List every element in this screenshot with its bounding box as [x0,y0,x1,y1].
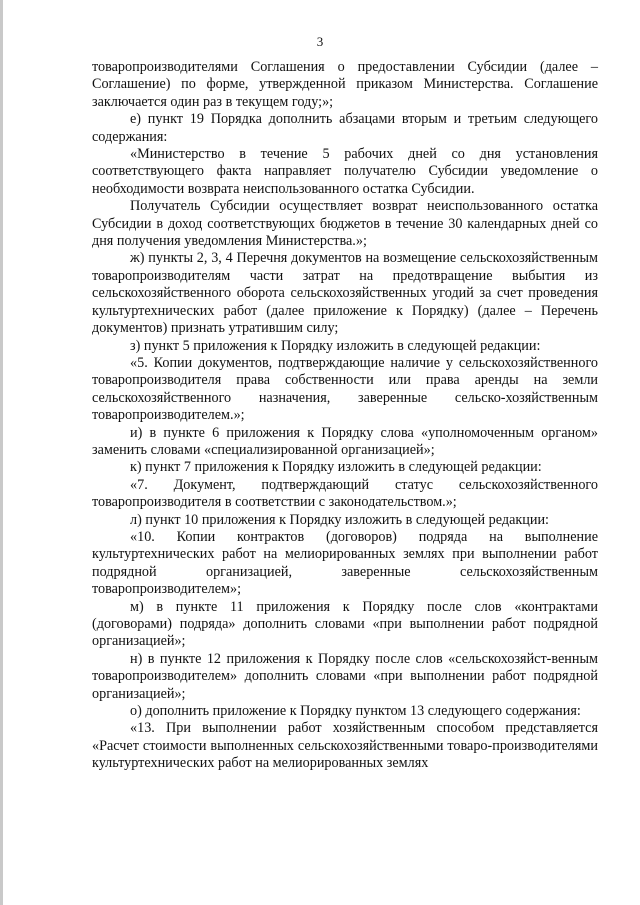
page-number: 3 [316,34,324,49]
paragraph: з) пункт 5 приложения к Порядку изложить в следующей редакции: [130,337,541,354]
paragraph: «Министерство в течение 5 рабочих дней со дня установления соответствующего факта направляет получателю Субсидии уведомление о необходимости возврата неиспользованного остатка Субсидии. [92,146,598,197]
paragraph: о) дополнить приложение к Порядку пунктом 13 следующего содержания: [130,703,581,720]
paragraph: к) пункт 7 приложения к Порядку изложить в следующей редакции: [130,459,542,476]
paragraph: «7. Документ, подтверждающий статус сельскохозяйственного товаропроизводителя в соответствии с законодательством.»; [92,476,598,511]
paragraph: ж) пункты 2, 3, 4 Перечня документов на возмещение сельскохозяйственным товаропроизводителям части затрат на предотвращение выбытия из сельскохозяйственного оборота сельскохозяйственных угодий за счет проведения культуртехнических работ (далее приложение к Порядку) (далее – Перечень документов) признать утратившим силу; [92,250,598,337]
paragraph: и) в пункте 6 приложения к Порядку слова «уполномоченным органом» заменить словами «специализированной организацией»; [92,424,598,458]
paragraph: л) пункт 10 приложения к Порядку изложить в следующей редакции: [130,511,550,528]
paragraph: «5. Копии документов, подтверждающие наличие у сельскохозяйственного товаропроизводителя права собственности или права аренды на земли сельскохозяйственного назначения, заверенные сельско-хозяйственным товаропроизводителем.»; [92,354,598,424]
paragraph: «13. При выполнении работ хозяйственным способом представляется «Расчет стоимости выполненных сельскохозяйственными товаро-производителями культуртехнических работ на мелиорированных землях [92,720,598,772]
paragraph: «10. Копии контрактов (договоров) подряда на выполнение культуртехнических работ на мелиорированных землях при выполнении работ подрядной организацией, заверенные сельскохозяйственным товаропроизводителем»; [92,528,598,598]
document-body [92,59,598,773]
paragraph: Получатель Субсидии осуществляет возврат неиспользованного остатка Субсидии в доход соответствующих бюджетов в течение 30 календарных дней со дня получения уведомления Министерства.»; [92,198,598,250]
paragraph: н) в пункте 12 приложения к Порядку после слов «сельскохозяйст-венным товаропроизводителем» дополнить словами «при выполнении работ подрядной организацией»; [92,650,598,702]
scan-edge [0,0,3,905]
paragraph: е) пункт 19 Порядка дополнить абзацами вторым и третьим следующего содержания: [92,111,598,145]
paragraph: товаропроизводителями Соглашения о предоставлении Субсидии (далее – Соглашение) по форме, утвержденной приказом Министерства. Соглашение заключается один раз в текущем году;»; [92,59,598,110]
paragraph: м) в пункте 11 приложения к Порядку после слов «контрактами (договорами) подряда» дополнить словами «при выполнении работ подрядной организацией»; [92,598,598,650]
